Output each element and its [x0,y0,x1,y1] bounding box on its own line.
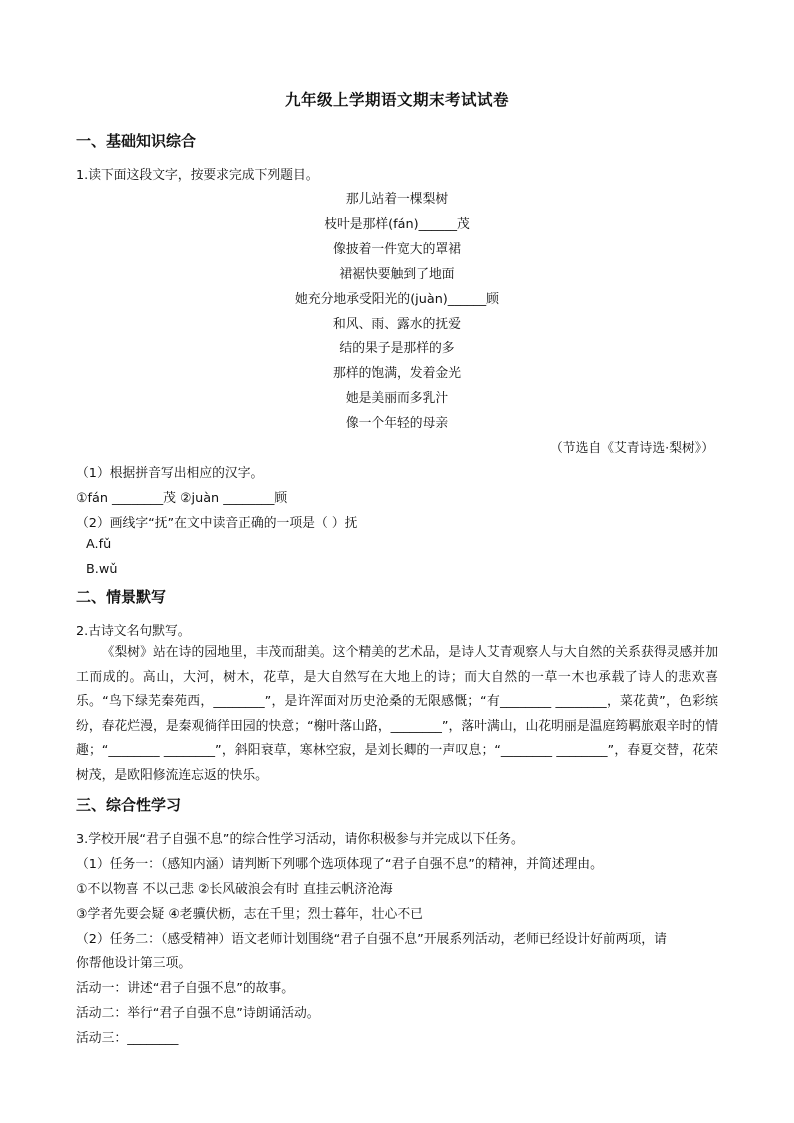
poem-line: 裙裾快要触到了地面 [339,267,455,282]
dictation-paragraph: 《梨树》站在诗的园地里，丰茂而甜美。这个精美的艺术品，是诗人艾青观察人与大自然的关系获得灵感并加工而成的。高山，大河，树木，花草，是大自然写在大地上的诗；而大自然的一草一木也承载了诗人的悲欢喜乐。“鸟下绿芜秦苑西，________”，是许浑面对历史沧桑的无限感慨；“有________ ________，菜花黄”，色彩缤纷，春花烂漫，是秦观徜徉田园的快意；“榭叶落山路，________”，落叶满山，山花明丽是温庭筠羁旅艰辛时的情趣；“________ ________”，斜阳衰草，寒林空寂，是刘长卿的一声叹息；“________ ________”，春夏交替，花荣树茂，是欧阳修流连忘返的快乐。 [76,645,718,783]
section-heading-dictation: 二、情景默写 [76,588,167,606]
activity-1: 活动一：讲述“君子自强不息”的故事。 [76,981,295,996]
poem-line: 和风、雨、露水的抚爱 [333,317,461,332]
question-1-intro: 1.读下面这段文字，按要求完成下列题目。 [76,168,319,183]
poem-line: 像一个年轻的母亲 [345,416,449,431]
subquestion-1-blanks: ①fán ________茂 ②juàn ________顾 [76,491,288,506]
page-title: 九年级上学期语文期末考试试卷 [284,91,509,109]
question-2-intro: 2.古诗文名句默写。 [76,624,191,639]
poem-line: 结的果子是那样的多 [339,341,455,356]
activity-2: 活动二：举行“君子自强不息”诗朗诵活动。 [76,1006,320,1021]
subquestion-2: （2）画线字“抚”在文中读音正确的一项是（ ）抚 [76,516,358,531]
task-1-options-3-4: ③学者先要会疑 ④老骥伏枥，志在千里；烈士暮年，壮心不已 [76,907,423,922]
activity-3: 活动三：________ [76,1031,179,1046]
poem-line: 她是美丽而多乳汁 [345,391,449,406]
poem-source: （节选自《艾青诗选·梨树》） [549,441,714,456]
poem-line: 枝叶是那样(fán)______茂 [324,217,470,232]
subquestion-1: （1）根据拼音写出相应的汉字。 [76,466,264,481]
task-2-line-1: （2）任务二：（感受精神）语文老师计划围绕“君子自强不息”开展系列活动，老师已经设计好前两项，请 [76,932,667,947]
task-1-options-1-2: ①不以物喜 不以己悲 ②长风破浪会有时 直挂云帆济沧海 [76,882,393,897]
task-1: （1）任务一：（感知内涵）请判断下列哪个选项体现了“君子自强不息”的精神，并简述理由。 [76,857,603,872]
poem-line: 那样的饱满，发着金光 [333,366,461,381]
poem-line: 像披着一件宽大的罩裙 [333,242,461,257]
option-a: A.fǔ [86,537,112,552]
option-b: B.wǔ [86,562,118,577]
task-2-line-2: 你帮他设计第三项。 [76,956,192,971]
section-heading-basic-knowledge: 一、基础知识综合 [76,132,197,150]
section-heading-comprehensive: 三、综合性学习 [76,796,182,814]
poem-line: 她充分地承受阳光的(juàn)______顾 [295,292,499,307]
poem-line: 那儿站着一棵梨树 [345,192,449,207]
question-3-intro: 3.学校开展“君子自强不息”的综合性学习活动，请你积极参与并完成以下任务。 [76,832,524,847]
